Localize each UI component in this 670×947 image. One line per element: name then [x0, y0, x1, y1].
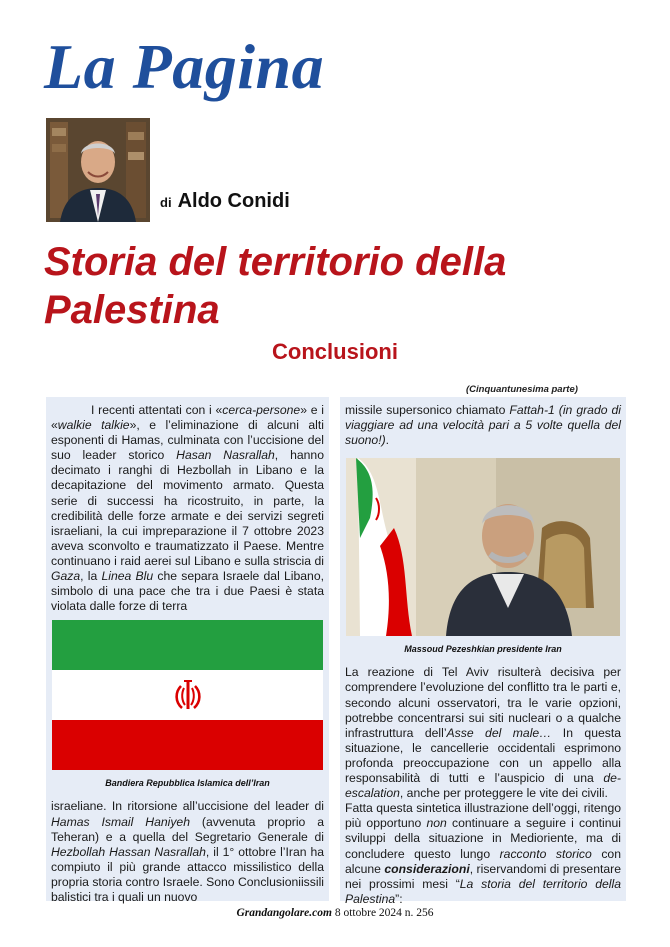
footer-issue: 8 ottobre 2024 n. 256: [331, 907, 434, 919]
text-run: considerazioni: [384, 861, 470, 876]
text-run: ”:: [395, 891, 403, 906]
text-run: » e i «: [51, 403, 324, 433]
text-run: I recenti attentati con i «: [91, 403, 223, 417]
author-name: Aldo Conidi: [177, 190, 290, 212]
text-run: missile supersonico chiamato: [345, 403, 510, 417]
text-run: In questa situazione, le cancellerie occidentali esprimono profonda preoccupazione con un appello alla responsabilità di tutti e l’auspicio di una: [345, 725, 622, 786]
article-title: Storia del territorio della Palestina: [44, 240, 507, 332]
right-paragraph-1: [340, 397, 626, 448]
flag-green-band: [52, 620, 323, 670]
text-run: cerca-persone: [222, 403, 301, 417]
text-run: Fattah-1 (in grado di viaggiare ad una velocità pari a 5 volte quella del suono!): [345, 403, 621, 448]
part-number: (Cinquantunesima parte): [466, 384, 578, 395]
text-run: La reazione di Tel Aviv risulterà decisiva per comprendere l’evoluzione del conflitto tra le parti e, secondo alcuni osservatori, tra le varie opzioni, potrebbe concentrarsi sui siti nucleari o a qualche infrastruttura dell’: [345, 665, 621, 740]
author-photo: [46, 118, 150, 222]
text-run: walkie talkie: [57, 418, 130, 433]
text-run: .: [385, 433, 390, 448]
text-run: non: [426, 816, 447, 831]
text-run: , hanno decimato i ranghi di Hezbollah in Libano e la decapitazione del movimento armato. Questa serie di successi ha ricostruito, in parte, la credibilità delle forze armate e dei servizi segreti israeliani, la cui impreparazione il 7 ottobre 2023 aveva sconvolto e traumatizzato il Paese. Mentre continuano i raid aerei sul Libano e sulla striscia di: [51, 448, 324, 568]
text-run: Linea Blu: [101, 569, 154, 584]
text-run: Hasan Nasrallah: [176, 448, 275, 463]
text-run: israeliane. In ritorsione all’uccisione del leader di: [51, 799, 324, 814]
text-run: con alcune: [345, 846, 621, 876]
text-run: , la: [80, 569, 102, 584]
text-run: Fatta questa sintetica illustrazione dell’oggi, ritengo più opportuno: [345, 801, 621, 831]
left-paragraph-2: [46, 799, 329, 905]
iran-flag-image: [52, 620, 323, 770]
text-run: continuare a seguire i continui sviluppi della situazione in Medioriente, ma di concludere questo lungo: [345, 816, 622, 861]
text-run: Hezbollah Hassan Nasrallah: [51, 844, 206, 859]
byline-prefix: di: [160, 195, 172, 210]
flag-red-band: [52, 720, 323, 770]
text-run: », e l’eliminazione di alcuni alti esponenti di Hamas, culminata con l’uccisione del suo leader storico: [51, 418, 324, 463]
footer-site: Grandangolare.com: [236, 907, 332, 919]
left-paragraph-1: [46, 397, 329, 614]
flag-caption: Bandiera Repubblica Islamica dell’Iran: [105, 778, 270, 789]
masthead: La Pagina: [44, 31, 325, 102]
article-subtitle: Conclusioni: [272, 339, 398, 364]
left-column: [46, 397, 329, 904]
text-run: racconto storico: [499, 846, 592, 861]
text-run: , riservandomi di presentare nei prossimi mesi “: [345, 861, 621, 891]
text-run: Hamas Ismail Haniyeh: [51, 814, 190, 829]
right-column: [340, 397, 626, 906]
right-paragraph-2: [340, 665, 626, 801]
text-run: La storia del territorio della Palestina: [345, 876, 621, 906]
text-run: Gaza: [51, 569, 81, 584]
text-run: Asse del male…: [446, 725, 552, 740]
text-run: (avvenuta proprio a Teheran) e a quella del Segretario Generale di: [51, 814, 324, 844]
photo-caption: Massoud Pezeshkian presidente Iran: [404, 644, 562, 655]
text-run: , anche per proteggere le vite dei civili.: [399, 786, 608, 801]
flag-white-band: [52, 670, 323, 720]
page-footer: [0, 907, 670, 919]
byline: [160, 190, 290, 213]
iran-emblem-icon: [172, 678, 204, 712]
text-run: che separa Israele dal Libano, simbolo di una pace che tra i due Paesi è stata violata dalle forze di terra: [51, 569, 324, 614]
text-run: , il 1° ottobre l’Iran ha compiuto il più grande attacco missilistico della propria storia contro Israele. Sono Conclusioniissili balistici tra i quali un nuovo: [51, 844, 324, 904]
right-paragraph-3: [340, 801, 626, 907]
president-photo: [346, 458, 620, 636]
text-run: de-escalation: [345, 771, 621, 801]
